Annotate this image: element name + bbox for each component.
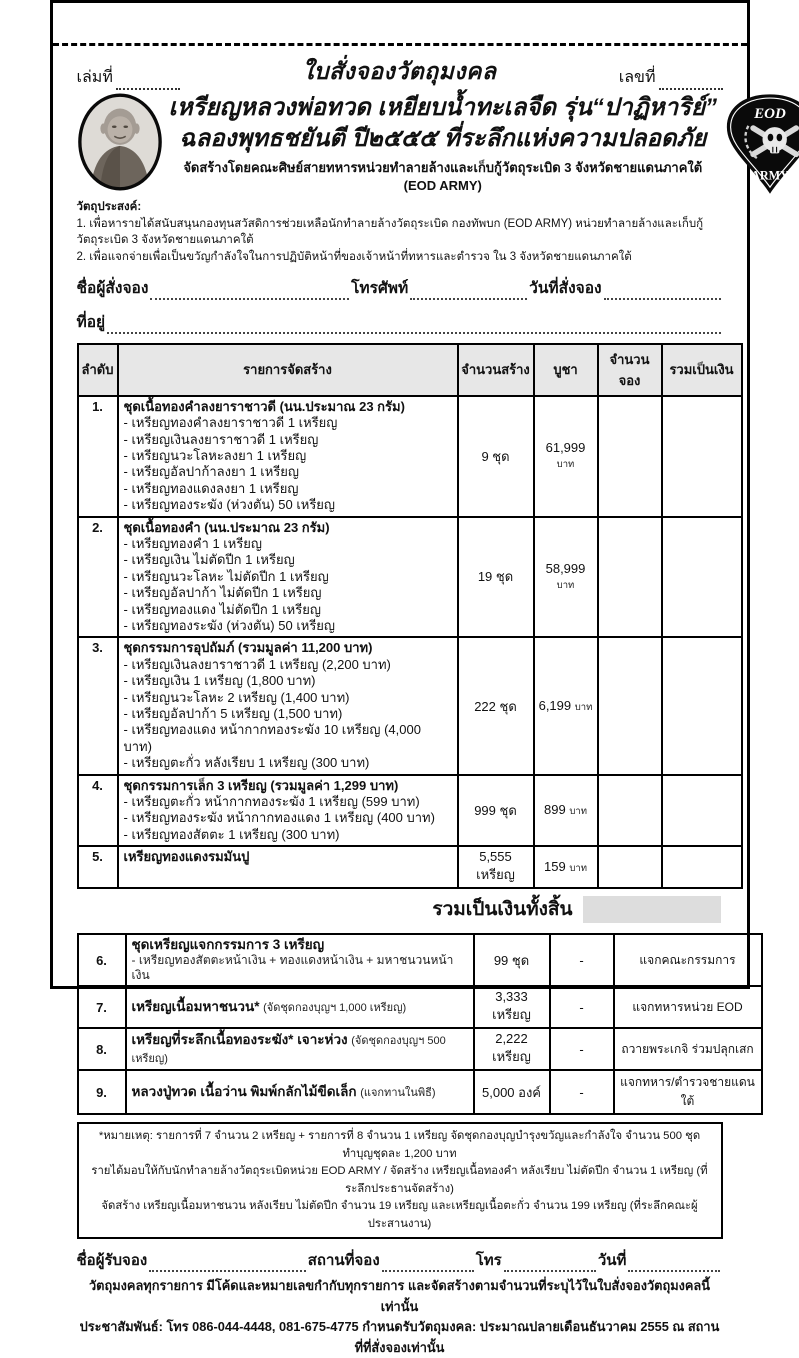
row4-qty: 999 ชุด (458, 775, 534, 847)
row9-price: - (550, 1070, 614, 1114)
row3-order-blank (598, 637, 662, 774)
items-table (77, 343, 743, 890)
giveaway-table (77, 933, 763, 1115)
row2-no: 2. (78, 517, 118, 638)
date-label: วันที่ (597, 1252, 627, 1270)
row4-price: 899 บาท (534, 775, 598, 847)
book-no-blank (116, 75, 180, 90)
row3-qty: 222 ชุด (458, 637, 534, 774)
row8-description: เหรียญที่ระลึกเนื้อทองระฆัง* เจาะห่วง (จัดชุดกองบุญฯ 500 เหรียญ) (126, 1028, 474, 1070)
row5-amount-blank (662, 846, 742, 888)
row5-title: เหรียญทองแดงรมมันปู (123, 849, 250, 865)
orderer-line (77, 275, 723, 300)
footer-note-1: วัตถุมงคลทุกรายการ มีโค้ดและหมายเลขกำกับทุกรายการ และจัดสร้างตามจำนวนที่ระบุไว้ในใบสั่งจองวัตถุมงคลนี้เท่านั้น (88, 1278, 711, 1314)
main-title-line1: เหรียญหลวงพ่อทวด เหยียบน้ำทะเลจืด รุ่น“ปาฏิหาริย์” (168, 94, 718, 121)
row5-price: 159 บาท (534, 846, 598, 888)
remark-line-1: *หมายเหตุ: รายการที่ 7 จำนวน 2 เหรียญ + รายการที่ 8 จำนวน 1 เหรียญ จัดชุดกองบุญบำรุงขวัญและกำลังใจ จำนวน 500 ชุด ทำบุญชุดละ 1,200 บาท (98, 1130, 701, 1160)
row1-no: 1. (78, 396, 118, 517)
address-blank (107, 319, 720, 334)
row1-order-blank (598, 396, 662, 517)
address-label: ที่อยู่ (76, 313, 106, 331)
row8-no: 8. (78, 1028, 126, 1070)
col-price: บูชา (534, 344, 598, 396)
objectives-label: วัตถุประสงค์: (76, 201, 142, 213)
grand-total-row (77, 894, 721, 924)
hero-section (77, 92, 789, 197)
grand-total-label: รวมเป็นเงินทั้งสิ้น (432, 899, 573, 921)
objective-2: 2. เพื่อแจกจ่ายเพื่อเป็นขวัญกำลังใจในการปฏิบัติหน้าที่ของเจ้าหน้าที่ทหารและตำรวจ ใน 3 จังหวัดชายแดนภาคใต้ (76, 251, 632, 264)
row2-qty: 19 ชุด (458, 517, 534, 638)
header-row (77, 54, 723, 90)
eod-army-badge-image (725, 92, 799, 196)
row8-price: - (550, 1028, 614, 1070)
book-no-label: เล่มที่ (76, 69, 113, 86)
table-row-8 (78, 1028, 762, 1070)
row1-qty: 9 ชุด (458, 396, 534, 517)
row4-order-blank (598, 775, 662, 847)
organizer-subtitle: จัดสร้างโดยคณะศิษย์สายทหารหน่วยทำลายล้างและเก็บกู้วัตถุระเบิด 3 จังหวัดชายแดนภาคใต้ (EOD ARMY) (183, 160, 703, 194)
row9-qty: 5,000 องค์ (474, 1070, 550, 1114)
row4-description: ชุดกรรมการเล็ก 3 เหรียญ (รวมมูลค่า 1,299 บาท) - เหรียญตะกั่ว หน้ากากทองระฆัง 1 เหรียญ (599 บาท) - เหรียญทองระฆัง หน้ากากทองแดง 1 เหรียญ (400 บาท) - เหรียญทองสัตตะ 1 เหรียญ (300 บาท) (118, 775, 458, 847)
col-description: รายการจัดสร้าง (118, 344, 458, 396)
order-date-blank (604, 285, 721, 300)
col-qty-made: จำนวนสร้าง (458, 344, 534, 396)
badge-bottom-text: ARMY (751, 168, 789, 183)
row5-order-blank (598, 846, 662, 888)
row7-qty: 3,333 เหรียญ (474, 986, 550, 1028)
grand-total-blank (583, 896, 721, 923)
row2-description: ชุดเนื้อทองคำ (นน.ประมาณ 23 กรัม) - เหรียญทองคำ 1 เหรียญ - เหรียญเงิน ไม่ตัดปีก 1 เหรียญ - เหรียญนวะโลหะ ไม่ตัดปีก 1 เหรียญ - เหรียญอัลปาก้า ไม่ตัดปีก 1 เหรียญ - เหรียญทองแดง ไม่ตัดปีก 1 เหรียญ - เหรียญทองระฆัง (ห่วงตัน) 50 เหรียญ (118, 517, 458, 638)
page-title: ใบสั่งจองวัตถุมงคล (302, 58, 497, 84)
receiver-name-label: ชื่อผู้รับจอง (76, 1252, 148, 1270)
row8-purpose: ถวายพระเกจิ ร่วมปลุกเสก (614, 1028, 762, 1070)
row9-description: หลวงปู่ทวด เนื้อว่าน พิมพ์กลักไม้ขีดเล็ก (แจกทานในพิธี) (126, 1070, 474, 1114)
phone-label: โทรศัพท์ (351, 279, 409, 297)
order-form-document (50, 0, 789, 1355)
col-no: ลำดับ (78, 344, 118, 396)
table-row-7 (78, 986, 762, 1028)
row6-purpose: แจกคณะกรรมการ (614, 934, 762, 986)
doc-no-label: เลขที่ (618, 69, 656, 86)
items-table-header (78, 344, 742, 396)
row2-order-blank (598, 517, 662, 638)
table-row-1 (78, 396, 742, 517)
footer-notes (77, 1276, 723, 1358)
row1-title: ชุดเนื้อทองคำลงยาราชาวดี (นน.ประมาณ 23 กรัม) (123, 398, 405, 414)
row6-qty: 99 ชุด (474, 934, 550, 986)
row7-purpose: แจกทหารหน่วย EOD (614, 986, 762, 1028)
row5-qty: 5,555 เหรียญ (458, 846, 534, 888)
row7-description: เหรียญเนื้อมหาชนวน* (จัดชุดกองบุญฯ 1,000 เหรียญ) (126, 986, 474, 1028)
objectives-section (77, 199, 723, 266)
objective-1: 1. เพื่อหารายได้สนับสนุนกองทุนสวัสดิการช่วยเหลือนักทำลายล้างวัตถุระเบิด กองทัพบก (EOD ARMY) หน่วยทำลายล้างและเก็บกู้วัตถุระเบิด 3 จังหวัดชายแดนภาคใต้ (76, 217, 704, 247)
receiver-name-blank (149, 1257, 306, 1272)
row4-title: ชุดกรรมการเล็ก 3 เหรียญ (รวมมูลค่า 1,299 บาท) (123, 777, 399, 793)
row6-price: - (550, 934, 614, 986)
row3-no: 3. (78, 637, 118, 774)
eod-army-badge (721, 92, 799, 196)
row9-purpose: แจกทหาร/ตำรวจชายแดนใต้ (614, 1070, 762, 1114)
main-title-line2: ฉลองพุทธชยันตี ปี๒๕๕๕ ที่ระลึกแห่งความปลอดภัย (179, 125, 707, 153)
phone-blank (410, 285, 527, 300)
table-row-5 (78, 846, 742, 888)
row5-description (118, 846, 458, 888)
col-amount: รวมเป็นเงิน (662, 344, 742, 396)
tel-blank (504, 1257, 596, 1272)
table-row-6 (78, 934, 762, 986)
receiver-line (77, 1248, 723, 1272)
row9-no: 9. (78, 1070, 126, 1114)
row2-amount-blank (662, 517, 742, 638)
table-row-4 (78, 775, 742, 847)
table-row-2 (78, 517, 742, 638)
row7-no: 7. (78, 986, 126, 1028)
orderer-name-blank (150, 285, 349, 300)
remark-line-3: จัดสร้าง เหรียญเนื้อมหาชนวน หลังเรียบ ไม่ตัดปีก จำนวน 19 เหรียญ และเหรียญเนื้อตะกั่ว จำนวน 199 เหรียญ (ที่ระลึกคณะผู้ประสานงาน) (101, 1200, 698, 1230)
place-blank (382, 1257, 474, 1272)
remark-line-2: รายได้มอบให้กับนักทำลายล้างวัตถุระเบิดหน่วย EOD ARMY / จัดสร้าง เหรียญเนื้อทองคำ หลังเรียบ ไม่ตัดปีก จำนวน 1 เหรียญ (ที่ระลึกประธานจัดสร้าง) (91, 1165, 708, 1195)
tear-off-stub (53, 3, 747, 46)
row3-price: 6,199 บาท (534, 637, 598, 774)
row3-description: ชุดกรรมการอุปถัมภ์ (รวมมูลค่า 11,200 บาท) - เหรียญเงินลงยาราชาวดี 1 เหรียญ (2,200 บาท) - เหรียญเงิน 1 เหรียญ (1,800 บาท) - เหรียญนวะโลหะ 2 เหรียญ (1,400 บาท) - เหรียญอัลปาก้า 5 เหรียญ (1,500 บาท) - เหรียญทองแดง หน้ากากทองระฆัง 10 เหรียญ (4,000 บาท) - เหรียญตะกั่ว หลังเรียบ 1 เหรียญ (300 บาท) (118, 637, 458, 774)
monk-photo (77, 92, 165, 197)
row6-description: ชุดเหรียญแจกกรรมการ 3 เหรียญ - เหรียญทองสัตตะหน้าเงิน + ทองแดงหน้าเงิน + มหาชนวนหน้าเงิน (126, 934, 474, 986)
row5-no: 5. (78, 846, 118, 888)
row2-title: ชุดเนื้อทองคำ (นน.ประมาณ 23 กรัม) (123, 519, 330, 535)
orderer-name-label: ชื่อผู้สั่งจอง (76, 279, 149, 297)
row2-price: 58,999 บาท (534, 517, 598, 638)
row1-price: 61,999 บาท (534, 396, 598, 517)
row6-no: 6. (78, 934, 126, 986)
row1-description: ชุดเนื้อทองคำลงยาราชาวดี (นน.ประมาณ 23 กรัม) - เหรียญทองคำลงยาราชาวดี 1 เหรียญ - เหรียญเงินลงยาราชาวดี 1 เหรียญ - เหรียญนวะโลหะลงยา 1 เหรียญ - เหรียญอัลปาก้าลงยา 1 เหรียญ - เหรียญทองแดงลงยา 1 เหรียญ - เหรียญทองระฆัง (ห่วงตัน) 50 เหรียญ (118, 396, 458, 517)
footer-note-2: ประชาสัมพันธ์: โทร 086-044-4448, 081-675-4775 กำหนดรับวัตถุมงคล: ประมาณปลายเดือนธันวาคม 2555 ณ สถานที่ที่สั่งจองเท่านั้น (79, 1319, 720, 1355)
col-qty-ordered: จำนวนจอง (598, 344, 662, 396)
row4-amount-blank (662, 775, 742, 847)
badge-top-text: EOD (754, 105, 786, 122)
address-line (77, 309, 723, 334)
row3-title: ชุดกรรมการอุปถัมภ์ (รวมมูลค่า 11,200 บาท) (123, 640, 373, 656)
row1-amount-blank (662, 396, 742, 517)
place-label: สถานที่จอง (307, 1252, 380, 1270)
date-blank (628, 1257, 720, 1272)
row4-no: 4. (78, 775, 118, 847)
title-block (165, 92, 722, 193)
order-date-label: วันที่สั่งจอง (529, 279, 602, 297)
row8-qty: 2,222 เหรียญ (474, 1028, 550, 1070)
table-row-3 (78, 637, 742, 774)
row3-amount-blank (662, 637, 742, 774)
row7-price: - (550, 986, 614, 1028)
remarks-box (77, 1122, 723, 1239)
monk-portrait-image (77, 92, 163, 192)
table-row-9 (78, 1070, 762, 1114)
tel-label: โทร (475, 1252, 502, 1270)
doc-no-blank (659, 75, 723, 90)
